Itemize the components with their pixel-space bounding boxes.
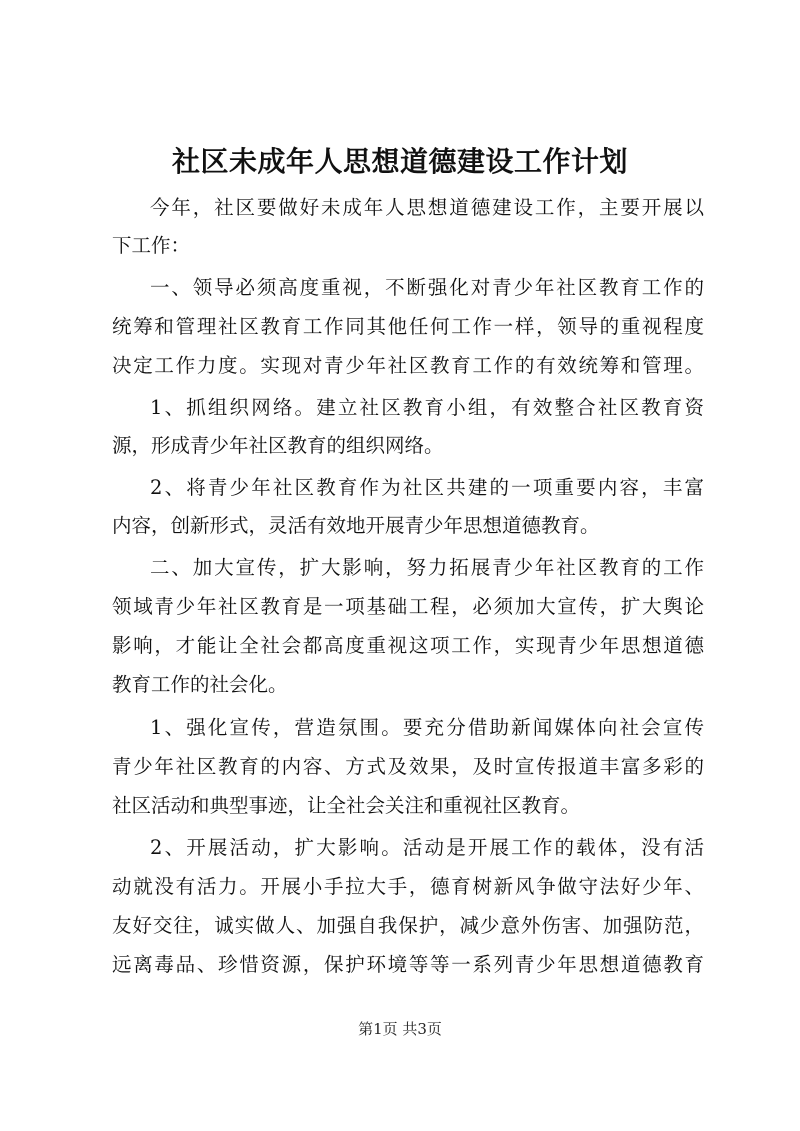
- text-line: 一、领导必须高度重视，不断强化对青少年社区教育工作的: [150, 276, 704, 299]
- text-line: 内容，创新形式，灵活有效地开展青少年思想道德教育。: [112, 514, 600, 537]
- text-line: 友好交往，诚实做人、加强自我保护，减少意外伤害、加强防范，: [112, 914, 704, 937]
- text-line: 社区活动和典型事迹，让全社会关注和重视社区教育。: [112, 794, 581, 817]
- text-line: 源，形成青少年社区教育的组织网络。: [112, 434, 444, 457]
- text-line: 影响，才能让全社会都高度重视这项工作，实现青少年思想道德: [112, 634, 704, 657]
- text-line: 教育工作的社会化。: [112, 673, 288, 696]
- text-line: 1、强化宣传，营造氛围。要充分借助新闻媒体向社会宣传: [150, 716, 704, 739]
- text-line: 统筹和管理社区教育工作同其他任何工作一样，领导的重视程度: [112, 315, 704, 338]
- text-line: 远离毒品、珍惜资源，保护环境等等一系列青少年思想道德教育: [112, 953, 704, 976]
- text-line: 2、将青少年社区教育作为社区共建的一项重要内容，丰富: [150, 476, 704, 499]
- text-line: 领域青少年社区教育是一项基础工程，必须加大宣传，扩大舆论: [112, 595, 704, 618]
- text-line: 2、开展活动，扩大影响。活动是开展工作的载体，没有活: [150, 836, 704, 859]
- document-title: 社区未成年人思想道德建设工作计划: [171, 145, 628, 178]
- text-line: 下工作：: [112, 234, 191, 257]
- text-line: 动就没有活力。开展小手拉大手，德育树新风争做守法好少年、: [112, 875, 704, 898]
- text-line: 青少年社区教育的内容、方式及效果，及时宣传报道丰富多彩的: [112, 755, 704, 778]
- text-line: 今年，社区要做好未成年人思想道德建设工作，主要开展以: [150, 196, 704, 219]
- text-line: 1、抓组织网络。建立社区教育小组，有效整合社区教育资: [150, 396, 704, 419]
- text-line: 决定工作力度。实现对青少年社区教育工作的有效统筹和管理。: [112, 354, 704, 377]
- text-line: 二、加大宣传，扩大影响，努力拓展青少年社区教育的工作: [150, 556, 704, 579]
- page-number: 第1页 共3页: [358, 1020, 442, 1038]
